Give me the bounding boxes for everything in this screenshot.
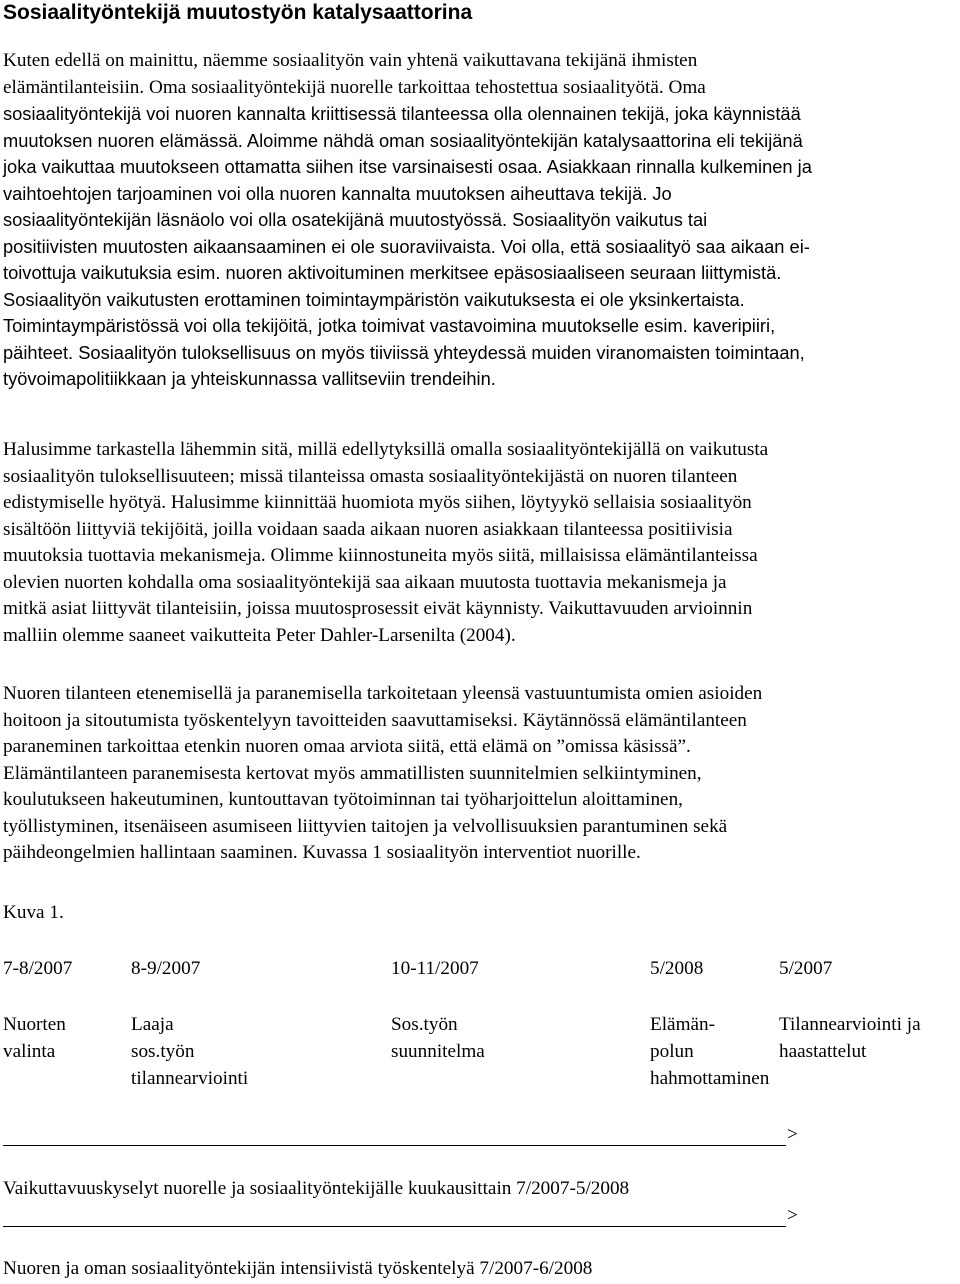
paragraph-line: vaihtoehtojen tarjoaminen voi olla nuoren kannalta muutoksen aiheuttava tekijä. Jo	[3, 182, 672, 204]
timeline-phase: Tilannearviointi ja haastattelut	[779, 1014, 921, 1062]
paragraph-line: muutoksen nuoren elämässä. Aloimme nähdä oman sosiaalityöntekijän katalysaattorina eli tekijänä	[3, 129, 803, 151]
paragraph-line: työllistyminen, itsenäiseen asumiseen liittyvien taitojen ja velvollisuuksien parantuminen sekä	[3, 815, 728, 837]
paragraph-line: työvoimapolitiikkaan ja yhteiskunnassa vallitseviin trendeihin.	[3, 368, 496, 389]
timeline-caption: Nuoren ja oman sosiaalityöntekijän intensiivistä työskentelyä 7/2007-6/2008	[3, 1258, 593, 1279]
paragraph-line: paraneminen tarkoittaa etenkin nuoren omaa arviota siitä, että elämä on ”omissa käsissä”.	[3, 736, 691, 757]
paragraph-line: sosiaalityöntekijä voi nuoren kannalta kriittisessä tilanteessa olla olennainen tekijä, joka käynnistää	[3, 103, 801, 124]
paragraph-line: malliin olemme saaneet vaikutteita Peter Dahler-Larsenilta (2004).	[3, 624, 516, 646]
paragraph-line: sosiaalityön tuloksellisuuteen; missä tilanteissa omasta sosiaalityöntekijästä on nuoren tilanteen	[3, 465, 738, 487]
timeline-date: 8-9/2007	[131, 958, 201, 979]
paragraph-line: olevien nuorten kohdalla oma sosiaalityöntekijä saa aikaan muutosta tuottavia mekanismeja ja	[3, 571, 727, 593]
paragraph-line: sisältöön liittyviä tekijöitä, joilla voidaan saada aikaan nuoren asiakkaan tilanteessa positiivisia	[3, 518, 733, 540]
arrow-head-icon: >	[787, 1205, 798, 1226]
timeline-phase: Nuorten valinta	[3, 1014, 66, 1062]
paragraph-line: Halusimme tarkastella lähemmin sitä, millä edellytyksillä omalla sosiaalityöntekijällä on vaikutusta	[3, 439, 769, 460]
paragraph-line: toivottuja vaikutuksia esim. nuoren aktivoituminen merkitsee epäsosiaaliseen seuraan liittymistä.	[3, 262, 782, 283]
paragraph-line: Elämäntilanteen paranemisesta kertovat myös ammatillisten suunnitelmien selkiintyminen,	[3, 762, 702, 784]
timeline-arrow-line	[3, 1226, 786, 1227]
timeline-phase: Elämän- polun hahmottaminen	[650, 1014, 770, 1089]
timeline-phase: Sos.työn suunnitelma	[391, 1014, 485, 1062]
figure-label: Kuva 1.	[3, 902, 64, 923]
paragraph-line: hoitoon ja sitoutumista työskentelyyn tavoitteiden saavuttamiseksi. Käytännössä elämäntilanteen	[3, 709, 747, 731]
timeline-date: 5/2007	[779, 958, 833, 979]
paragraph-line: Sosiaalityön vaikutusten erottaminen toimintaympäristön vaikutuksesta ei ole yksinkertaista.	[3, 288, 745, 310]
paragraph-purpose	[3, 437, 957, 649]
paragraph-definition	[3, 681, 957, 867]
paragraph-line: joka vaikuttaa muutokseen ottamatta siihen itse varsinaisesti osaa. Asiakkaan rinnalla kulkeminen ja	[3, 156, 812, 177]
paragraph-intro	[3, 48, 957, 101]
arrow-head-icon: >	[787, 1124, 798, 1145]
paragraph-line: muutoksia tuottavia mekanismeja. Olimme kiinnostuneita myös siitä, millaisissa elämäntilanteissa	[3, 545, 758, 566]
paragraph-line: Nuoren tilanteen etenemisellä ja paranemisella tarkoitetaan yleensä vastuuntumista omien asioiden	[3, 683, 763, 704]
paragraph-line: elämäntilanteisiin. Oma sosiaalityöntekijä nuorelle tarkoittaa tehostettua sosiaalityötä. Oma	[3, 76, 706, 98]
paragraph-line: edistymiselle hyötyä. Halusimme kiinnittää huomiota myös siihen, löytyykö sellaisia sosiaalityön	[3, 492, 752, 513]
paragraph-line: sosiaalityöntekijän läsnäolo voi olla osatekijänä muutostyössä. Sosiaalityön vaikutus tai	[3, 209, 708, 230]
timeline-date: 10-11/2007	[391, 958, 479, 979]
paragraph-line: päihdeongelmien hallintaan saaminen. Kuvassa 1 sosiaalityön interventiot nuorille.	[3, 842, 641, 863]
paragraph-line: Toimintaympäristössä voi olla tekijöitä, jotka toimivat vastavoimina muutokselle esim. kaveripiiri,	[3, 315, 776, 336]
paragraph-intro-continued	[3, 101, 957, 393]
paragraph-line: positiivisten muutosten aikaansaaminen ei ole suoraviivaista. Voi olla, että sosiaalityö saa aikaan ei-	[3, 235, 810, 257]
paragraph-line: päihteet. Sosiaalityön tuloksellisuus on myös tiiviissä yhteydessä muiden viranomaisten toimintaan,	[3, 341, 805, 363]
paragraph-line: Kuten edellä on mainittu, näemme sosiaalityön vain yhtenä vaikuttavana tekijänä ihmisten	[3, 50, 698, 71]
timeline-date: 5/2008	[650, 958, 704, 979]
timeline-caption: Vaikuttavuuskyselyt nuorelle ja sosiaalityöntekijälle kuukausittain 7/2007-5/2008	[3, 1178, 630, 1199]
page-title: Sosiaalityöntekijä muutostyön katalysaattorina	[3, 1, 473, 24]
timeline-date: 7-8/2007	[3, 958, 73, 979]
timeline-arrow-line	[3, 1145, 786, 1146]
paragraph-line: koulutukseen hakeutuminen, kuntouttavan työtoiminnan tai työharjoittelun aloittaminen,	[3, 789, 683, 810]
paragraph-line: mitkä asiat liittyvät tilanteisiin, joissa muutosprosessit eivät käynnisty. Vaikuttavuuden arvioinnin	[3, 598, 753, 619]
timeline-phase: Laaja sos.työn tilannearviointi	[131, 1014, 249, 1089]
